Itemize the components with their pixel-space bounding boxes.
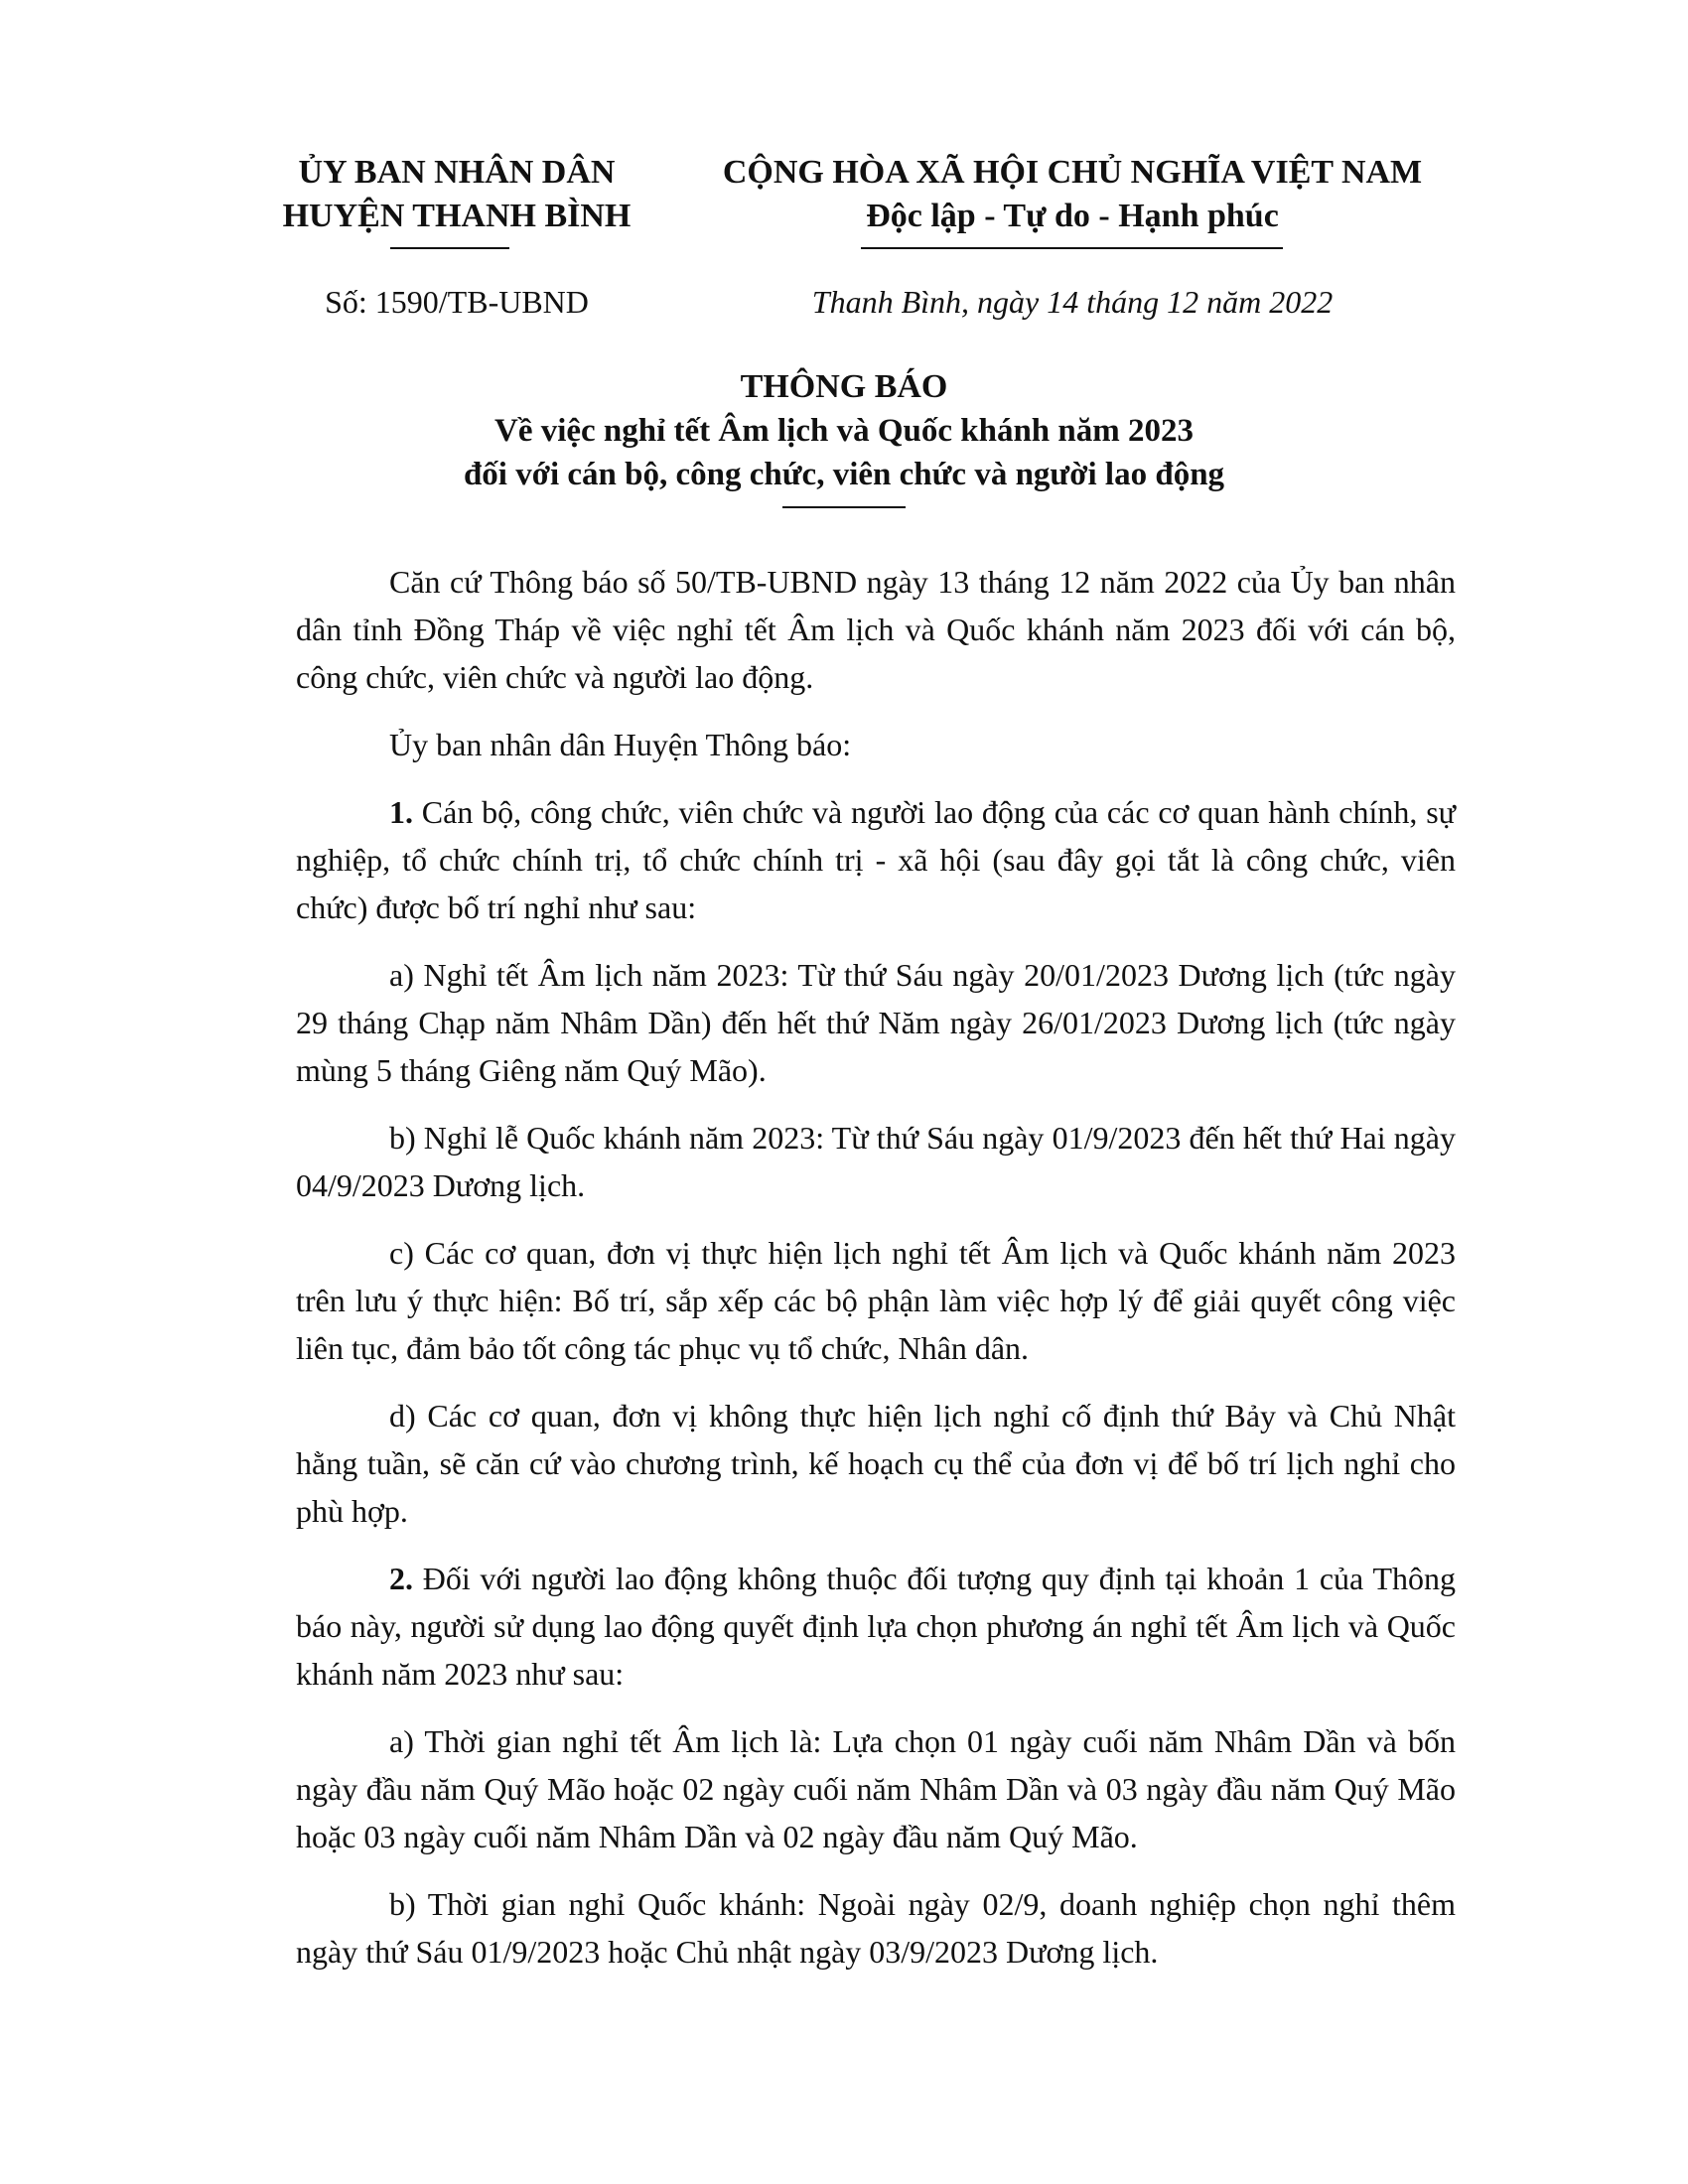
section-1-item-c: c) Các cơ quan, đơn vị thực hiện lịch nghỉ tết Âm lịch và Quốc khánh năm 2023 trên lưu ý thực hiện: Bố trí, sắp xếp các bộ phận làm việc hợp lý để giải quyết công việc liên tục, đảm bảo tốt công tác phục vụ tổ chức, Nhân dân. (296, 1235, 1456, 1366)
section-1-item-b: b) Nghỉ lễ Quốc khánh năm 2023: Từ thứ Sáu ngày 01/9/2023 đến hết thứ Hai ngày 04/9/2023 Dương lịch. (296, 1120, 1456, 1203)
document-title (0, 365, 1688, 508)
document-header (0, 151, 1688, 379)
section-2-number: 2. (389, 1561, 413, 1596)
section-2-item-b: b) Thời gian nghỉ Quốc khánh: Ngoài ngày 02/9, doanh nghiệp chọn nghỉ thêm ngày thứ Sáu 01/9/2023 hoặc Chủ nhật ngày 03/9/2023 Dương lịch. (296, 1886, 1456, 1970)
authority-line-1: ỦY BAN NHÂN DÂN (298, 154, 616, 191)
issuing-authority (248, 151, 665, 238)
section-1-paragraph (296, 788, 1456, 931)
section-1-item-d: d) Các cơ quan, đơn vị không thực hiện lịch nghỉ cố định thứ Bảy và Chủ Nhật hằng tuần, sẽ căn cứ vào chương trình, kế hoạch cụ thể của đơn vị để bố trí lịch nghỉ cho phù hợp. (296, 1398, 1456, 1529)
document-number: Số: 1590/TB-UBND (325, 284, 589, 320)
title-subject-line-1: Về việc nghỉ tết Âm lịch và Quốc khánh năm 2023 (493, 413, 1195, 449)
nation-name: CỘNG HÒA XÃ HỘI CHỦ NGHĨA VIỆT NAM (722, 154, 1423, 191)
authority-underline (390, 247, 509, 249)
national-motto (695, 151, 1450, 238)
section-2-text: Đối với người lao động không thuộc đối tượng quy định tại khoản 1 của Thông báo này, người sử dụng lao động quyết định lựa chọn phương án nghỉ tết Âm lịch và Quốc khánh năm 2023 như sau: (296, 1561, 1456, 1692)
section-2-item-a: a) Thời gian nghỉ tết Âm lịch là: Lựa chọn 01 ngày cuối năm Nhâm Dần và bốn ngày đầu năm Quý Mão hoặc 02 ngày cuối năm Nhâm Dần và 03 ngày đầu năm Quý Mão hoặc 03 ngày cuối năm Nhâm Dần và 02 ngày đầu năm Quý Mão. (296, 1723, 1456, 1854)
section-1-number: 1. (389, 794, 413, 830)
title-subject-line-2: đối với cán bộ, công chức, viên chức và người lao động (463, 457, 1225, 492)
motto-underline (861, 247, 1283, 249)
announcement-paragraph: Ủy ban nhân dân Huyện Thông báo: (389, 727, 852, 762)
basis-paragraph: Căn cứ Thông báo số 50/TB-UBND ngày 13 tháng 12 năm 2022 của Ủy ban nhân dân tỉnh Đồng Tháp về việc nghỉ tết Âm lịch và Quốc khánh năm 2023 đối với cán bộ, công chức, viên chức và người lao động. (296, 564, 1456, 695)
document-date: Thanh Bình, ngày 14 tháng 12 năm 2022 (811, 284, 1334, 320)
section-1-text: Cán bộ, công chức, viên chức và người lao động của các cơ quan hành chính, sự nghiệp, tổ chức chính trị, tổ chức chính trị - xã hội (sau đây gọi tắt là công chức, viên chức) được bố trí nghỉ như sau: (296, 794, 1456, 925)
title-underline (782, 506, 906, 508)
title-main: THÔNG BÁO (740, 368, 948, 405)
document-body (296, 558, 1456, 1995)
authority-line-2: HUYỆN THANH BÌNH (282, 198, 632, 234)
section-2-paragraph (296, 1555, 1456, 1698)
section-1-item-a: a) Nghỉ tết Âm lịch năm 2023: Từ thứ Sáu ngày 20/01/2023 Dương lịch (tức ngày 29 tháng Chạp năm Nhâm Dần) đến hết thứ Năm ngày 26/01/2023 Dương lịch (tức ngày mùng 5 tháng Giêng năm Quý Mão). (296, 957, 1456, 1088)
motto-line: Độc lập - Tự do - Hạnh phúc (866, 198, 1279, 234)
